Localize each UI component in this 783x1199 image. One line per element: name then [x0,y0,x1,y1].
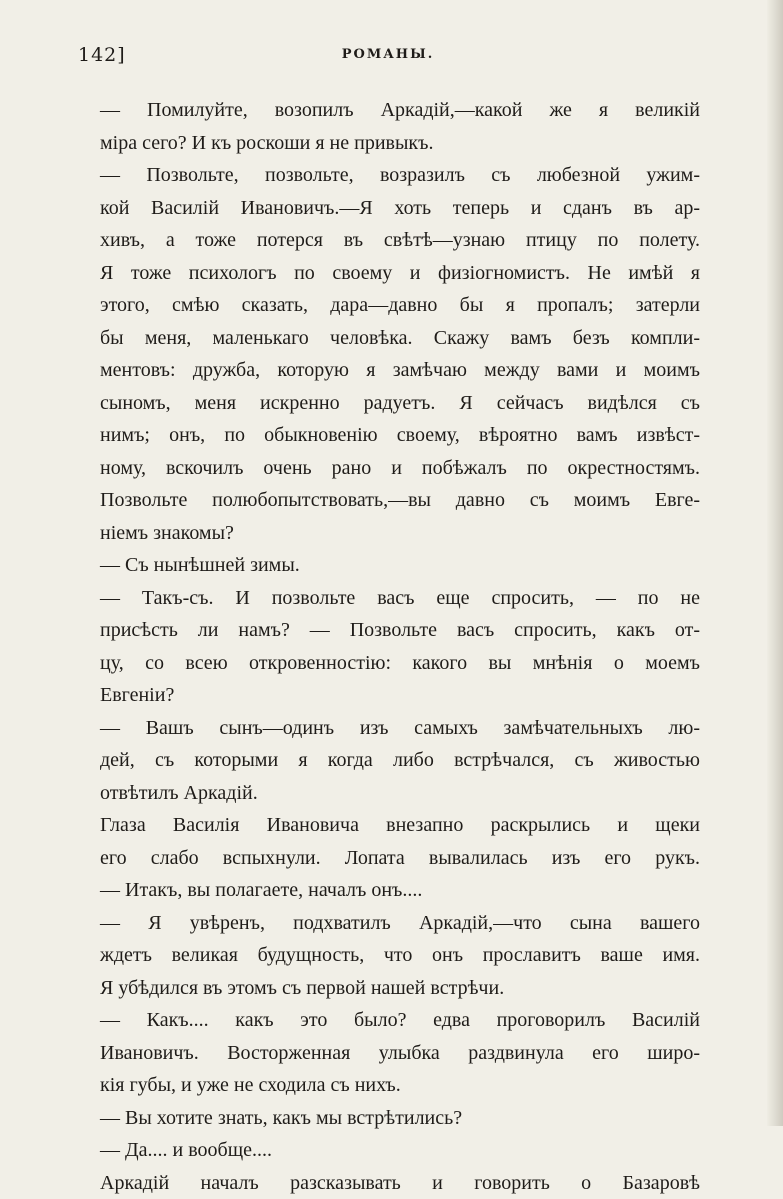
text-line: Я убѣдился въ этомъ съ первой нашей встрѣчи. [100,972,700,1005]
text-line: отвѣтилъ Аркадій. [100,777,700,810]
text-line: ніемъ знакомы? [100,517,700,550]
running-head [78,44,698,70]
text-line: — Итакъ, вы полагаете, началъ онъ.... [100,874,700,907]
text-line: нимъ; онъ, по обыкновенію своему, вѣроятно вамъ извѣст- [100,419,700,452]
text-line: присѣсть ли намъ? — Позвольте васъ спросить, какъ от- [100,614,700,647]
running-title: РОМАНЫ. [78,47,698,62]
text-line: дей, съ которыми я когда либо встрѣчался, съ живостью [100,744,700,777]
text-line: міра сего? И къ роскоши я не привыкъ. [100,127,700,160]
text-line: Глаза Василія Ивановича внезапно раскрылись и щеки [100,809,700,842]
text-line: — Да.... и вообще.... [100,1134,700,1167]
text-line: сыномъ, меня искренно радуетъ. Я сейчасъ видѣлся съ [100,387,700,420]
text-line: — Позвольте, позвольте, возразилъ съ любезной ужим- [100,159,700,192]
page-gutter-shadow [767,0,783,1126]
text-line: Евгеніи? [100,679,700,712]
text-line: Я тоже психологъ по своему и физіогномистъ. Не имѣй я [100,257,700,290]
text-line: — Такъ-съ. И позвольте васъ еще спросить, — по не [100,582,700,615]
text-line: — Я увѣренъ, подхватилъ Аркадій,—что сына вашего [100,907,700,940]
text-line: ному, вскочилъ очень рано и побѣжалъ по окрестностямъ. [100,452,700,485]
text-line: Аркадій началъ разсказывать и говорить о Базаровѣ [100,1167,700,1199]
text-line: — Съ нынѣшней зимы. [100,549,700,582]
text-line: кой Василій Ивановичъ.—Я хоть теперь и сданъ въ ар- [100,192,700,225]
body-text [100,94,700,1199]
text-line: ментовъ: дружба, которую я замѣчаю между вами и моимъ [100,354,700,387]
text-line: этого, смѣю сказать, дара—давно бы я пропалъ; затерли [100,289,700,322]
text-line: — Вашъ сынъ—одинъ изъ самыхъ замѣчательныхъ лю- [100,712,700,745]
text-line: Ивановичъ. Восторженная улыбка раздвинула его широ- [100,1037,700,1070]
text-line: Позвольте полюбопытствовать,—вы давно съ моимъ Евге- [100,484,700,517]
text-line: бы меня, маленькаго человѣка. Скажу вамъ безъ компли- [100,322,700,355]
text-line: — Помилуйте, возопилъ Аркадій,—какой же я великій [100,94,700,127]
text-line: — Вы хотите знать, какъ мы встрѣтились? [100,1102,700,1135]
text-line: — Какъ.... какъ это было? едва проговорилъ Василій [100,1004,700,1037]
text-line: цу, со всею откровенностію: какого вы мнѣнія о моемъ [100,647,700,680]
page-number: 142] [78,44,126,66]
text-line: хивъ, а тоже потерся въ свѣтѣ—узнаю птицу по полету. [100,224,700,257]
text-line: кія губы, и уже не сходила съ нихъ. [100,1069,700,1102]
text-line: ждетъ великая будущность, что онъ прославитъ ваше имя. [100,939,700,972]
text-line: его слабо вспыхнули. Лопата вывалилась изъ его рукъ. [100,842,700,875]
